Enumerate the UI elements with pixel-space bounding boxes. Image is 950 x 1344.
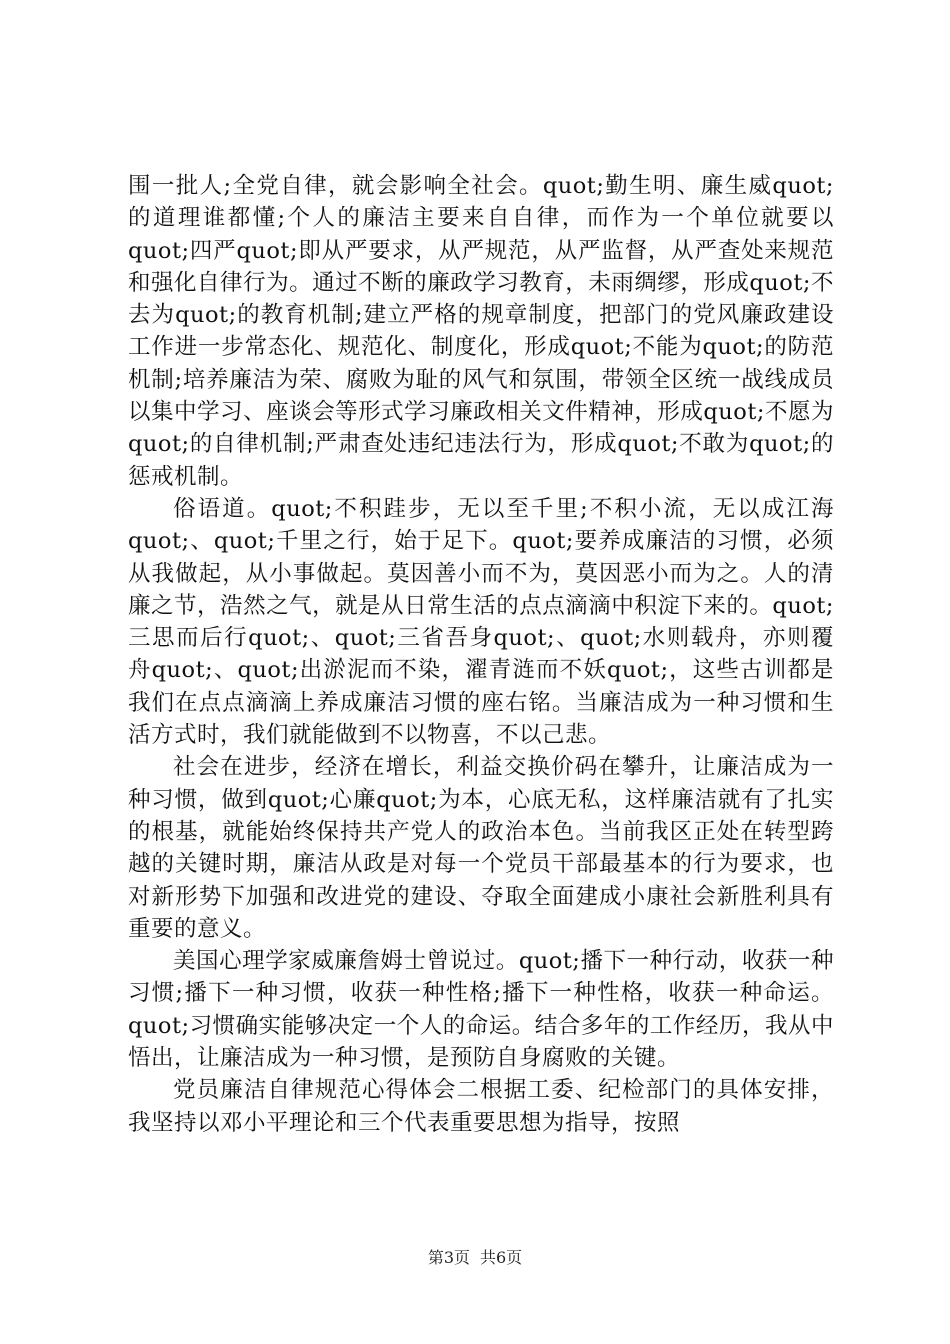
paragraph: 美国心理学家威廉詹姆士曾说过。quot;播下一种行动，收获一种习惯;播下一种习惯，收获一种性格;播下一种性格，收获一种命运。quot;习惯确实能够决定一个人的命运。结合多年的工作经历，我从中悟出，让廉洁成为一种习惯，是预防自身腐败的关键。	[128, 948, 834, 1072]
document-body	[128, 170, 834, 1139]
paragraph-continuation: 围一批人;全党自律，就会影响全社会。quot;勤生明、廉生威quot;的道理谁都懂;个人的廉洁主要来自自律，而作为一个单位就要以quot;四严quot;即从严要求，从严规范，从严监督，从严查处来规范和强化自律行为。通过不断的廉政学习教育，未雨绸缪，形成quot;不去为quot;的教育机制;建立严格的规章制度，把部门的党风廉政建设工作进一步常态化、规范化、制度化，形成quot;不能为quot;的防范机制;培养廉洁为荣、腐败为耻的风气和氛围，带领全区统一战线成员以集中学习、座谈会等形式学习廉政相关文件精神，形成quot;不愿为quot;的自律机制;严肃查处违纪违法行为，形成quot;不敢为quot;的惩戒机制。	[128, 173, 834, 490]
paragraph: 俗语道。quot;不积跬步，无以至千里;不积小流，无以成江海quot;、quot;千里之行，始于足下。quot;要养成廉洁的习惯，必须从我做起，从小事做起。莫因善小而不为，莫因恶小而为之。人的清廉之节，浩然之气，就是从日常生活的点点滴滴中积淀下来的。quot;三思而后行quot;、quot;三省吾身quot;、quot;水则载舟，亦则覆舟quot;、quot;出淤泥而不染，濯青涟而不妖quot;，这些古训都是我们在点点滴滴上养成廉洁习惯的座右铭。当廉洁成为一种习惯和生活方式时，我们就能做到不以物喜，不以己悲。	[128, 495, 834, 749]
paragraph: 党员廉洁自律规范心得体会二根据工委、纪检部门的具体安排，我坚持以邓小平理论和三个代表重要思想为指导，按照	[128, 1077, 834, 1136]
page-footer	[0, 1245, 950, 1268]
page-number-current: 第3页	[427, 1248, 470, 1267]
paragraph: 社会在进步，经济在增长，利益交换价码在攀升，让廉洁成为一种习惯，做到quot;心廉quot;为本，心底无私，这样廉洁就有了扎实的根基，就能始终保持共产党人的政治本色。当前我区正处在转型跨越的关键时期，廉洁从政是对每一个党员干部最基本的行为要求，也对新形势下加强和改进党的建设、夺取全面建成小康社会新胜利具有重要的意义。	[128, 754, 834, 942]
page-number-total: 共6页	[480, 1248, 523, 1267]
